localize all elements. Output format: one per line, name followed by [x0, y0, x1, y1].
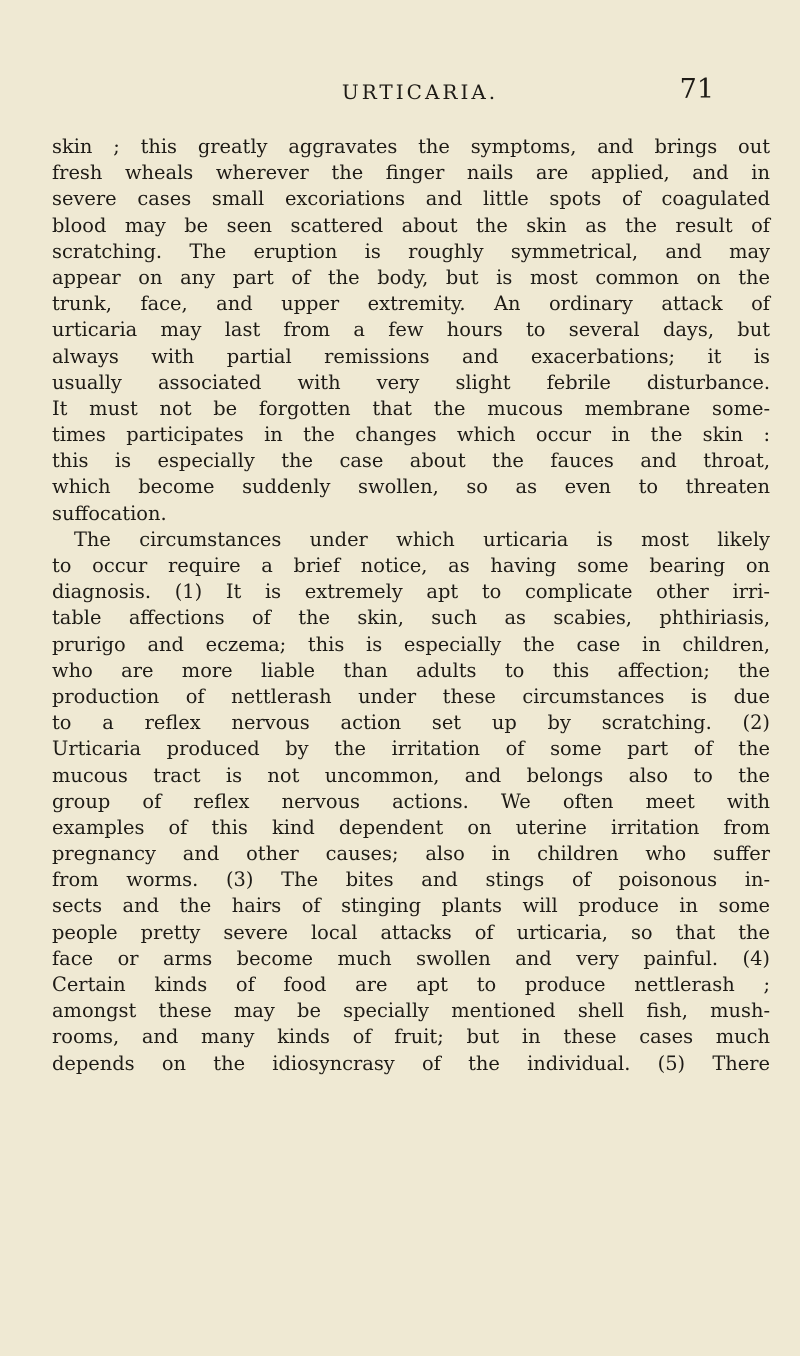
running-title: URTICARIA.	[341, 80, 499, 104]
body-text	[52, 134, 770, 1077]
text-line: who are more liable than adults to this affection; the	[52, 658, 770, 682]
text-line: Urticaria produced by the irritation of some part of the	[52, 737, 770, 761]
text-line: to a reflex nervous action set up by scratching. (2)	[52, 711, 770, 735]
text-line: pregnancy and other causes; also in children who suffer	[52, 842, 770, 866]
running-head	[50, 74, 770, 114]
text-line: appear on any part of the body, but is most common on the	[52, 265, 770, 289]
text-line: skin ; this greatly aggravates the symptoms, and brings out	[52, 135, 770, 158]
text-line: sects and the hairs of stinging plants will produce in some	[52, 894, 770, 918]
text-line: face or arms become much swollen and very painful. (4)	[52, 946, 770, 970]
page-number: 71	[679, 74, 714, 105]
text-line: people pretty severe local attacks of urticaria, so that the	[52, 920, 770, 944]
text-line: urticaria may last from a few hours to several days, but	[52, 318, 770, 342]
text-line: times participates in the changes which occur in the skin :	[52, 423, 770, 447]
text-line: always with partial remissions and exacerbations; it is	[52, 344, 770, 368]
text-line: to occur require a brief notice, as having some bearing on	[52, 554, 770, 577]
text-line: It must not be forgotten that the mucous membrane some-	[52, 396, 770, 420]
text-line: rooms, and many kinds of fruit; but in these cases much	[52, 1025, 770, 1049]
text-line: blood may be seen scattered about the skin as the result of	[52, 213, 770, 237]
text-line: Certain kinds of food are apt to produce nettlerash ;	[52, 973, 770, 996]
text-line: table affections of the skin, such as scabies, phthiriasis,	[52, 606, 770, 630]
paragraph-end-line: suffocation.	[52, 501, 167, 525]
text-line: prurigo and eczema; this is especially the case in children,	[52, 632, 770, 656]
text-line: which become suddenly swollen, so as even to threaten	[52, 475, 770, 499]
text-line: this is especially the case about the fauces and throat,	[52, 449, 770, 473]
text-line: usually associated with very slight febrile disturbance.	[52, 370, 770, 394]
text-line: group of reflex nervous actions. We often meet with	[52, 789, 770, 813]
text-line: from worms. (3) The bites and stings of poisonous in-	[52, 868, 770, 892]
text-line: amongst these may be specially mentioned shell fish, mush-	[52, 999, 770, 1023]
text-line: mucous tract is not uncommon, and belongs also to the	[52, 763, 770, 787]
text-line: examples of this kind dependent on uterine irritation from	[52, 815, 770, 839]
text-line: diagnosis. (1) It is extremely apt to complicate other irri-	[52, 580, 770, 604]
text-line: depends on the idiosyncrasy of the individual. (5) There	[52, 1051, 770, 1075]
text-line: production of nettlerash under these circumstances is due	[52, 684, 770, 708]
text-line: fresh wheals wherever the finger nails are applied, and in	[52, 161, 770, 185]
text-line: severe cases small excoriations and little spots of coagulated	[52, 187, 770, 211]
text-line: trunk, face, and upper extremity. An ordinary attack of	[52, 292, 770, 316]
paragraph-start-line: The circumstances under which urticaria is most likely	[74, 527, 770, 551]
text-line: scratching. The eruption is roughly symmetrical, and may	[52, 239, 770, 263]
